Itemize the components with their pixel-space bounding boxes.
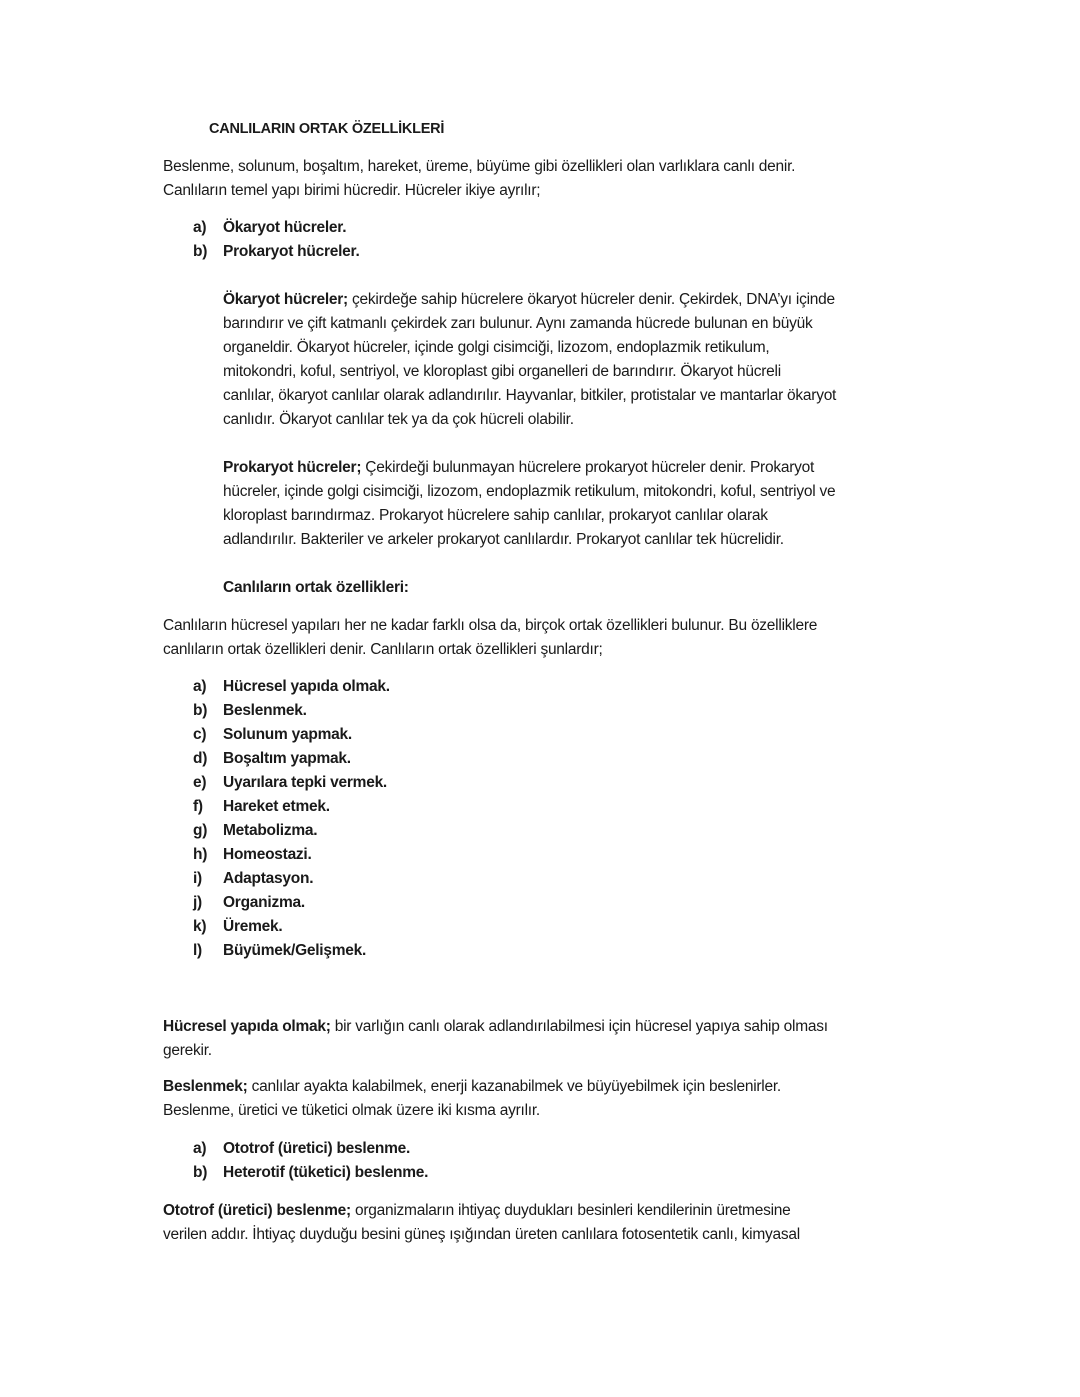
autotroph-paragraph: Ototrof (üretici) beslenme; organizmaların ihtiyaç duydukları besinleri kendilerinin üretmesine: [163, 1202, 791, 1219]
list-item: b) Beslenmek.: [193, 702, 307, 719]
nutrition-paragraph: Beslenmek; canlılar ayakta kalabilmek, enerji kazanabilmek ve büyüyebilmek için beslenirler.: [163, 1078, 781, 1095]
paragraph-line: canlıdır. Ökaryot canlılar tek ya da çok hücreli olabilir.: [223, 411, 574, 428]
list-item: l) Büyümek/Gelişmek.: [193, 942, 367, 959]
list-item: a) Ototrof (üretici) beslenme.: [193, 1140, 411, 1157]
paragraph-line: canlılar, ökaryot canlılar olarak adlandırılır. Hayvanlar, bitkiler, protistalar ve mantarlar ökaryot: [223, 387, 837, 404]
paragraph-line: verilen addır. İhtiyaç duyduğu besini güneş ışığından üreten canlılara fotosentetik canlı, kimyasal: [163, 1226, 800, 1243]
intro-line: Beslenme, solunum, boşaltım, hareket, üreme, büyüme gibi özellikleri olan varlıklara canlı denir.: [163, 158, 796, 175]
intro-line: Canlıların temel yapı birimi hücredir. Hücreler ikiye ayrılır;: [163, 182, 541, 199]
eukaryote-paragraph: Ökaryot hücreler; çekirdeğe sahip hücrelere ökaryot hücreler denir. Çekirdek, DNA’yı içinde: [223, 291, 835, 308]
list-item: g) Metabolizma.: [193, 822, 318, 839]
paragraph-line: mitokondri, koful, sentriyol, ve kloroplast gibi organelleri de barındırır. Ökaryot hücreli: [223, 363, 781, 380]
paragraph-line: canlıların ortak özellikleri denir. Canlıların ortak özellikleri şunlardır;: [163, 641, 603, 658]
list-item: j) Organizma.: [193, 894, 305, 911]
list-item: b) Heterotif (tüketici) beslenme.: [193, 1164, 429, 1181]
cellular-paragraph: Hücresel yapıda olmak; bir varlığın canlı olarak adlandırılabilmesi için hücresel yapıya sahip olması: [163, 1018, 828, 1035]
list-item: b) Prokaryot hücreler.: [193, 243, 360, 260]
list-item: a) Ökaryot hücreler.: [193, 219, 347, 236]
list-item: c) Solunum yapmak.: [193, 726, 352, 743]
list-item: e) Uyarılara tepki vermek.: [193, 774, 387, 791]
list-item: a) Hücresel yapıda olmak.: [193, 678, 390, 695]
paragraph-line: organeldir. Ökaryot hücreler, içinde golgi cisimciği, lizozom, endoplazmik retikulum,: [223, 339, 770, 356]
paragraph-line: adlandırılır. Bakteriler ve arkeler prokaryot canlılardır. Prokaryot canlılar tek hücrelidir.: [223, 531, 784, 548]
paragraph-line: Beslenme, üretici ve tüketici olmak üzere iki kısma ayrılır.: [163, 1102, 540, 1119]
document-title: CANLILARIN ORTAK ÖZELLİKLERİ: [209, 121, 445, 137]
section-heading: Canlıların ortak özellikleri:: [223, 579, 409, 596]
list-item: d) Boşaltım yapmak.: [193, 750, 351, 767]
list-item: k) Üremek.: [193, 918, 283, 935]
paragraph-line: kloroplast barındırmaz. Prokaryot hücrelere sahip canlılar, prokaryot canlılar olarak: [223, 507, 768, 524]
paragraph-line: hücreler, içinde golgi cisimciği, lizozom, endoplazmik retikulum, mitokondri, koful, sentriyol ve: [223, 483, 836, 500]
list-item: i) Adaptasyon.: [193, 870, 314, 887]
paragraph-line: gerekir.: [163, 1042, 212, 1059]
paragraph-line: Canlıların hücresel yapıları her ne kadar farklı olsa da, birçok ortak özellikleri bulunur. Bu özelliklere: [163, 617, 818, 634]
list-item: h) Homeostazi.: [193, 846, 312, 863]
list-item: f) Hareket etmek.: [193, 798, 330, 815]
paragraph-line: barındırır ve çift katmanlı çekirdek zarı bulunur. Aynı zamanda hücrede bulunan en büyük: [223, 315, 813, 332]
prokaryote-paragraph: Prokaryot hücreler; Çekirdeği bulunmayan hücrelere prokaryot hücreler denir. Prokaryot: [223, 459, 815, 476]
